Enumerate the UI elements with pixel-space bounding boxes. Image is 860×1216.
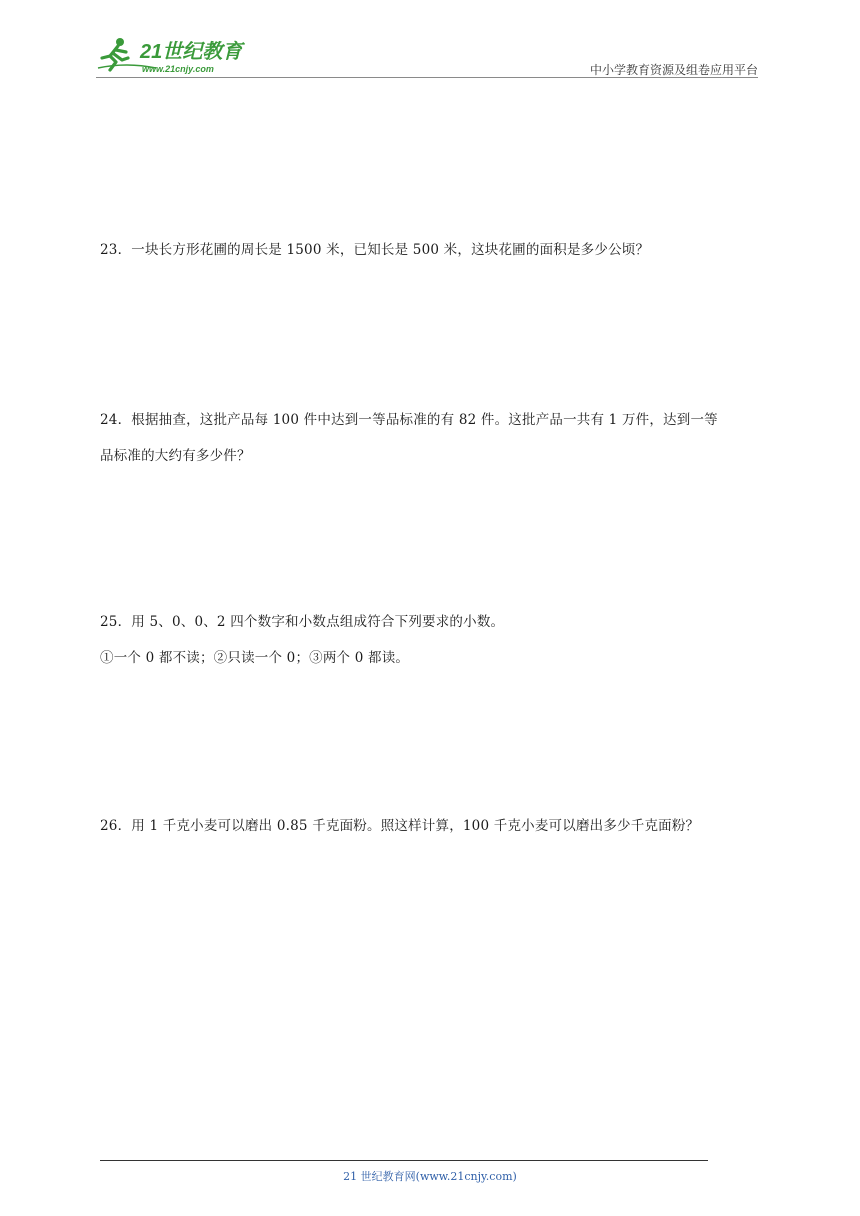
question-text: 26．用 1 千克小麦可以磨出 0.85 千克面粉。照这样计算，100 千克小麦可以磨出多少千克面粉？ [100, 818, 700, 834]
question-23 [100, 232, 762, 268]
question-subparts: ①一个 0 都不读；②只读一个 0；③两个 0 都读。 [100, 650, 410, 666]
logo-text: 21世纪教育 [140, 41, 243, 63]
page-header [96, 30, 758, 78]
question-text-cont: 品标准的大约有多少件？ [100, 448, 251, 464]
question-text: 25．用 5、0、0、2 四个数字和小数点组成符合下列要求的小数。 [100, 614, 505, 630]
question-text: 23．一块长方形花圃的周长是 1500 米，已知长是 500 米，这块花圃的面积是多少公顷？ [100, 242, 650, 258]
footer-link[interactable]: 21 世纪教育网(www.21cnjy.com) [343, 1170, 517, 1183]
question-25 [100, 604, 762, 676]
header-divider [96, 77, 758, 78]
logo-graphic [96, 34, 261, 76]
question-24 [100, 402, 762, 474]
platform-title: 中小学教育资源及组卷应用平台 [589, 63, 758, 77]
footer-divider [100, 1160, 708, 1161]
question-26 [100, 808, 762, 844]
logo-url: www.21cnjy.com [142, 64, 214, 74]
question-text: 24．根据抽查，这批产品每 100 件中达到一等品标准的有 82 件。这批产品一共有 1 万件，达到一等 [100, 412, 718, 428]
site-logo[interactable] [96, 34, 261, 76]
